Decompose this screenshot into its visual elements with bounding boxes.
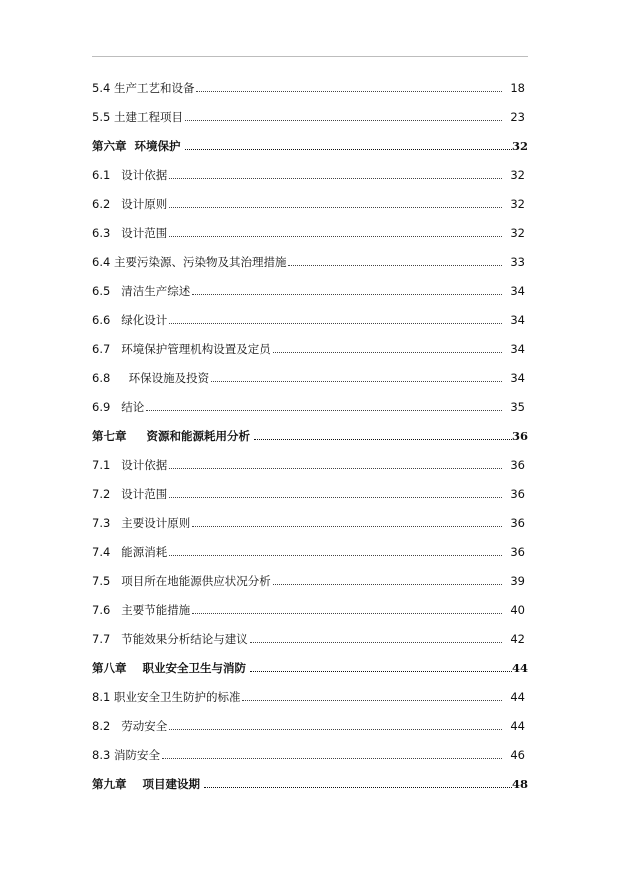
toc-entry-page-number: 32 xyxy=(511,139,528,153)
dot-leader xyxy=(192,613,502,614)
toc-section-entry[interactable] xyxy=(92,215,528,244)
toc-entry-page-number: 32 xyxy=(510,168,525,182)
toc-entry-page-number: 36 xyxy=(511,429,528,443)
toc-entry-label: 5.5 土建工程项目 xyxy=(92,110,183,124)
toc-entry-label: 6.8 环保设施及投资 xyxy=(92,371,210,385)
toc-entry-label: 7.4 能源消耗 xyxy=(92,545,168,559)
toc-entry-page-number: 39 xyxy=(510,574,525,588)
toc-entry-page-number: 33 xyxy=(510,255,525,269)
toc-entry-page-number: 48 xyxy=(511,777,528,791)
toc-entry-page-number: 36 xyxy=(510,516,525,530)
toc-section-entry[interactable] xyxy=(92,505,528,534)
toc-entry-page-number: 46 xyxy=(510,748,525,762)
toc-chapter-entry[interactable] xyxy=(92,650,528,679)
toc-section-entry[interactable] xyxy=(92,679,528,708)
toc-entry-label: 8.2 劳动安全 xyxy=(92,719,168,733)
toc-section-entry[interactable] xyxy=(92,447,528,476)
toc-section-entry[interactable] xyxy=(92,360,528,389)
toc-entry-page-number: 34 xyxy=(510,313,525,327)
toc-section-entry[interactable] xyxy=(92,157,528,186)
header-rule xyxy=(92,56,528,57)
toc-entry-page-number: 36 xyxy=(510,545,525,559)
toc-entry-page-number: 18 xyxy=(510,81,525,95)
dot-leader xyxy=(192,526,502,527)
toc-section-entry[interactable] xyxy=(92,708,528,737)
toc-entry-label: 6.2 设计原则 xyxy=(92,197,168,211)
table-of-contents xyxy=(92,70,528,795)
toc-entry-page-number: 42 xyxy=(510,632,525,646)
toc-entry-label: 7.7 节能效果分析结论与建议 xyxy=(92,632,248,646)
toc-entry-label: 7.5 项目所在地能源供应状况分析 xyxy=(92,574,271,588)
toc-entry-label: 6.7 环境保护管理机构设置及定员 xyxy=(92,342,271,356)
toc-entry-page-number: 32 xyxy=(510,226,525,240)
dot-leader xyxy=(250,642,503,643)
toc-section-entry[interactable] xyxy=(92,389,528,418)
dot-leader xyxy=(254,439,512,440)
toc-entry-label: 5.4 生产工艺和设备 xyxy=(92,81,195,95)
toc-chapter-entry[interactable] xyxy=(92,766,528,795)
toc-entry-label: 7.2 设计范围 xyxy=(92,487,168,501)
dot-leader xyxy=(169,555,502,556)
dot-leader xyxy=(169,729,502,730)
toc-section-entry[interactable] xyxy=(92,70,528,99)
toc-entry-label: 6.1 设计依据 xyxy=(92,168,168,182)
toc-section-entry[interactable] xyxy=(92,592,528,621)
dot-leader xyxy=(162,758,502,759)
toc-entry-page-number: 36 xyxy=(510,487,525,501)
dot-leader xyxy=(288,265,502,266)
toc-entry-label: 6.9 结论 xyxy=(92,400,145,414)
toc-entry-label: 8.1 职业安全卫生防护的标准 xyxy=(92,690,241,704)
toc-entry-page-number: 40 xyxy=(510,603,525,617)
dot-leader xyxy=(146,410,502,411)
toc-entry-page-number: 44 xyxy=(510,719,525,733)
toc-entry-page-number: 44 xyxy=(510,690,525,704)
toc-section-entry[interactable] xyxy=(92,273,528,302)
toc-entry-label: 第六章 环境保护 xyxy=(92,139,181,153)
dot-leader xyxy=(250,671,512,672)
toc-chapter-entry[interactable] xyxy=(92,128,528,157)
dot-leader xyxy=(273,352,503,353)
toc-section-entry[interactable] xyxy=(92,737,528,766)
dot-leader xyxy=(211,381,502,382)
toc-entry-label: 8.3 消防安全 xyxy=(92,748,160,762)
dot-leader xyxy=(192,294,502,295)
dot-leader xyxy=(196,91,502,92)
toc-entry-page-number: 34 xyxy=(510,371,525,385)
toc-entry-page-number: 34 xyxy=(510,284,525,298)
toc-entry-label: 6.5 清洁生产综述 xyxy=(92,284,191,298)
toc-section-entry[interactable] xyxy=(92,534,528,563)
toc-entry-label: 6.6 绿化设计 xyxy=(92,313,168,327)
toc-entry-label: 6.4 主要污染源、污染物及其治理措施 xyxy=(92,255,287,269)
toc-section-entry[interactable] xyxy=(92,99,528,128)
dot-leader xyxy=(169,178,502,179)
toc-section-entry[interactable] xyxy=(92,621,528,650)
toc-section-entry[interactable] xyxy=(92,476,528,505)
dot-leader xyxy=(185,120,502,121)
toc-chapter-entry[interactable] xyxy=(92,418,528,447)
toc-entry-label: 第八章 职业安全卫生与消防 xyxy=(92,661,247,675)
dot-leader xyxy=(242,700,502,701)
dot-leader xyxy=(273,584,503,585)
dot-leader xyxy=(185,149,512,150)
toc-section-entry[interactable] xyxy=(92,244,528,273)
toc-entry-label: 6.3 设计范围 xyxy=(92,226,168,240)
toc-entry-label: 7.1 设计依据 xyxy=(92,458,168,472)
dot-leader xyxy=(204,787,512,788)
toc-section-entry[interactable] xyxy=(92,331,528,360)
toc-entry-label: 第七章 资源和能源耗用分析 xyxy=(92,429,251,443)
toc-entry-page-number: 34 xyxy=(510,342,525,356)
toc-entry-page-number: 35 xyxy=(510,400,525,414)
toc-entry-page-number: 36 xyxy=(510,458,525,472)
dot-leader xyxy=(169,468,502,469)
toc-section-entry[interactable] xyxy=(92,563,528,592)
toc-section-entry[interactable] xyxy=(92,186,528,215)
dot-leader xyxy=(169,497,502,498)
toc-entry-page-number: 44 xyxy=(511,661,528,675)
toc-section-entry[interactable] xyxy=(92,302,528,331)
dot-leader xyxy=(169,236,502,237)
dot-leader xyxy=(169,323,502,324)
toc-entry-label: 7.6 主要节能措施 xyxy=(92,603,191,617)
toc-entry-label: 第九章 项目建设期 xyxy=(92,777,201,791)
dot-leader xyxy=(169,207,502,208)
toc-entry-page-number: 23 xyxy=(510,110,525,124)
toc-entry-label: 7.3 主要设计原则 xyxy=(92,516,191,530)
toc-entry-page-number: 32 xyxy=(510,197,525,211)
